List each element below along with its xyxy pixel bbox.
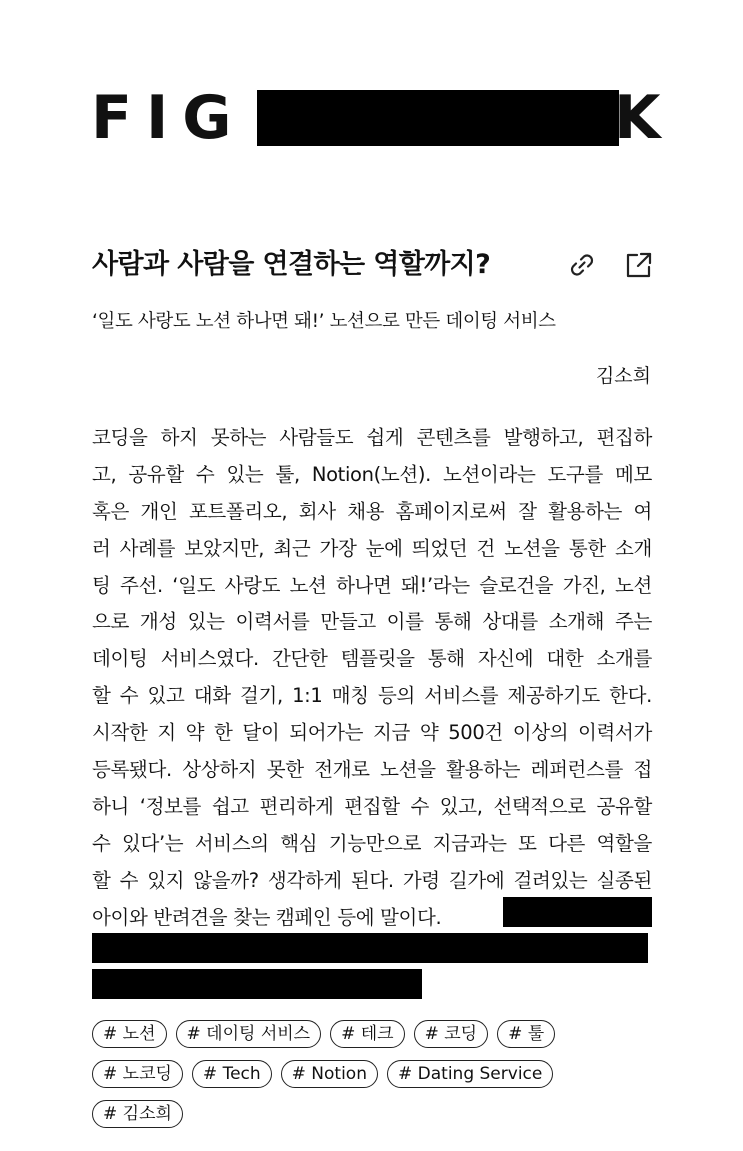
tag-dating-service[interactable]: # Dating Service bbox=[387, 1060, 553, 1088]
article-title: 사람과 사람을 연결하는 역할까지? bbox=[92, 249, 491, 280]
tag-tech[interactable]: # Tech bbox=[192, 1060, 272, 1088]
body-line: 데이팅 서비스였다. 간단한 템플릿을 통해 자신에 대한 소개를 bbox=[92, 647, 652, 671]
article-subtitle: ‘일도 사랑도 노션 하나면 돼!’ 노션으로 만든 데이팅 서비스 bbox=[92, 311, 556, 332]
redacted-logo-block bbox=[257, 90, 619, 146]
article-author: 김소희 bbox=[595, 365, 651, 387]
redacted-text-block bbox=[92, 933, 648, 963]
tag-author-kr[interactable]: # 김소희 bbox=[92, 1100, 183, 1128]
body-line: 수 있다’는 서비스의 핵심 기능만으로 지금과는 또 다른 역할을 bbox=[92, 831, 652, 855]
link-icon[interactable] bbox=[566, 249, 598, 281]
logo-text-end[interactable]: K bbox=[614, 83, 661, 153]
body-line: 등록됐다. 상상하지 못한 전개로 노션을 활용하는 레퍼런스를 접 bbox=[92, 758, 652, 782]
body-line: 하니 ‘정보를 쉽고 편리하게 편집할 수 있고, 선택적으로 공유할 bbox=[92, 794, 652, 818]
body-line: 고, 공유할 수 있는 툴, Notion(노션). 노션이라는 도구를 메모 bbox=[92, 462, 652, 486]
article-body bbox=[92, 420, 652, 936]
body-line: 할 수 있지 않을까? 생각하게 된다. 가령 길가에 걸려있는 실종된 bbox=[92, 868, 652, 892]
redacted-text-block bbox=[92, 969, 422, 999]
body-line: 시작한 지 약 한 달이 되어가는 지금 약 500건 이상의 이력서가 bbox=[92, 721, 652, 745]
tag-row bbox=[92, 1020, 652, 1050]
tag-coding-kr[interactable]: # 코딩 bbox=[414, 1020, 489, 1048]
tag-row bbox=[92, 1060, 652, 1090]
body-line: 혹은 개인 포트폴리오, 회사 채용 홈페이지로써 잘 활용하는 여 bbox=[92, 499, 652, 523]
body-line: 코딩을 하지 못하는 사람들도 쉽게 콘텐츠를 발행하고, 편집하 bbox=[92, 426, 652, 449]
body-line: 아이와 반려견을 찾는 캠페인 등에 말이다. bbox=[92, 905, 442, 929]
site-header bbox=[91, 83, 661, 153]
body-line: 러 사례를 보았지만, 최근 가장 눈에 띄었던 건 노션을 통한 소개 bbox=[92, 536, 652, 560]
tag-notion[interactable]: # Notion bbox=[281, 1060, 378, 1088]
tag-tech-kr[interactable]: # 테크 bbox=[330, 1020, 405, 1048]
body-line: 팅 주선. ‘일도 사랑도 노션 하나면 돼!’라는 슬로건을 가진, 노션 bbox=[92, 573, 652, 597]
tag-nocoding-kr[interactable]: # 노코딩 bbox=[92, 1060, 183, 1088]
body-line: 할 수 있고 대화 걸기, 1:1 매칭 등의 서비스를 제공하기도 한다. bbox=[92, 684, 652, 708]
tag-list bbox=[92, 1020, 652, 1140]
redacted-text-block bbox=[503, 897, 652, 927]
body-line: 으로 개성 있는 이력서를 만들고 이를 통해 상대를 소개해 주는 bbox=[92, 610, 652, 634]
tag-dating-service-kr[interactable]: # 데이팅 서비스 bbox=[176, 1020, 322, 1048]
article-title-row bbox=[92, 243, 658, 287]
tag-row bbox=[92, 1100, 652, 1130]
logo-text[interactable]: FIG bbox=[91, 83, 246, 153]
tag-notion-kr[interactable]: # 노션 bbox=[92, 1020, 167, 1048]
share-icon[interactable] bbox=[623, 249, 655, 281]
tag-tool-kr[interactable]: # 툴 bbox=[497, 1020, 555, 1048]
